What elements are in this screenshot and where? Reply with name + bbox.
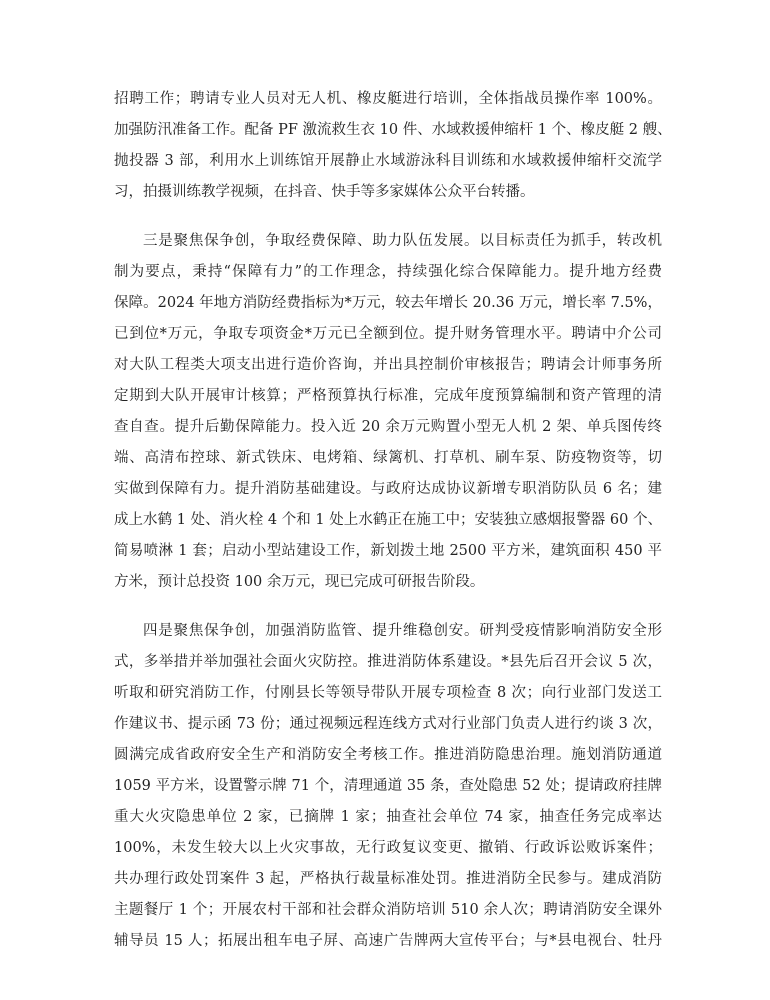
text-line: 式，多举措并举加强社会面火灾防控。推进消防体系建设。*县先后召开会议 5 次，: [114, 654, 662, 670]
text-line: 作建议书、提示函 73 份；通过视频远程连线方式对行业部门负责人进行约谈 3 次，: [114, 716, 662, 732]
paragraph-training: [114, 84, 672, 208]
text-line: 实做到保障有力。提升消防基础建设。与政府达成协议新增专职消防队员 6 名；建: [114, 481, 662, 497]
paragraph-supervision: [114, 616, 662, 957]
text-line: 查自查。提升后勤保障能力。投入近 20 余万元购置小型无人机 2 架、单兵图传终: [114, 419, 662, 435]
text-line: 100%，未发生较大以上火灾事故，无行政复议变更、撤销、行政诉讼败诉案件；: [114, 840, 662, 856]
text-line: 已到位*万元，争取专项资金*万元已全额到位。提升财务管理水平。聘请中介公司: [114, 326, 662, 342]
text-line: 重大火灾隐患单位 2 家，已摘牌 1 家；抽查社会单位 74 家，抽查任务完成率达: [114, 809, 662, 825]
text-line: 加强防汛准备工作。配备 PF 激流救生衣 10 件、水域救援伸缩杆 1 个、橡皮艇 2 艘、: [114, 122, 672, 138]
text-line: 辅导员 15 人；拓展出租车电子屏、高速广告牌两大宣传平台；与*县电视台、牡丹: [114, 933, 662, 949]
text-line: 定期到大队开展审计核算；严格预算执行标准，完成年度预算编制和资产管理的清: [114, 388, 662, 404]
text-line: 四是聚焦保争创，加强消防监管、提升维稳创安。研判受疫情影响消防安全形: [143, 623, 662, 639]
document-body: [114, 84, 672, 957]
text-line: 主题餐厅 1 个；开展农村干部和社会群众消防培训 510 余人次；聘请消防安全课外: [114, 902, 662, 918]
text-line: 成上水鹤 1 处、消火栓 4 个和 1 处上水鹤正在施工中；安装独立感烟报警器 60 个、: [114, 512, 662, 528]
text-line: 共办理行政处罚案件 3 起，严格执行裁量标准处罚。推进消防全民参与。建成消防: [114, 871, 662, 887]
text-line: 方米，预计总投资 100 余万元，现已完成可研报告阶段。: [114, 574, 485, 590]
text-line: 三是聚焦保争创，争取经费保障、助力队伍发展。以目标责任为抓手，转改机: [143, 233, 662, 249]
paragraph-funding: [114, 226, 662, 598]
text-line: 招聘工作；聘请专业人员对无人机、橡皮艇进行培训，全体指战员操作率 100%。: [114, 91, 662, 107]
text-line: 简易喷淋 1 套；启动小型站建设工作，新划拨土地 2500 平方米，建筑面积 450 平: [114, 543, 662, 559]
text-line: 习，拍摄训练教学视频，在抖音、快手等多家媒体公众平台转播。: [114, 184, 535, 200]
text-line: 1059 平方米，设置警示牌 71 个，清理通道 35 条，查处隐患 52 处；提请政府挂牌: [114, 778, 662, 794]
text-line: 端、高清布控球、新式铁床、电烤箱、绿篱机、打草机、刷车泵、防疫物资等，切: [114, 450, 662, 466]
text-line: 抛投器 3 部，利用水上训练馆开展静止水域游泳科目训练和水域救援伸缩杆交流学: [114, 153, 662, 169]
text-line: 保障。2024 年地方消防经费指标为*万元，较去年增长 20.36 万元，增长率 7.5%，: [114, 295, 662, 311]
text-line: 圆满完成省政府安全生产和消防安全考核工作。推进消防隐患治理。施划消防通道: [114, 747, 662, 763]
text-line: 制为要点，秉持“保障有力”的工作理念，持续强化综合保障能力。提升地方经费: [114, 264, 662, 280]
text-line: 对大队工程类大项支出进行造价咨询，并出具控制价审核报告；聘请会计师事务所: [114, 357, 662, 373]
text-line: 听取和研究消防工作，付刚县长等领导带队开展专项检查 8 次；向行业部门发送工: [114, 685, 662, 701]
